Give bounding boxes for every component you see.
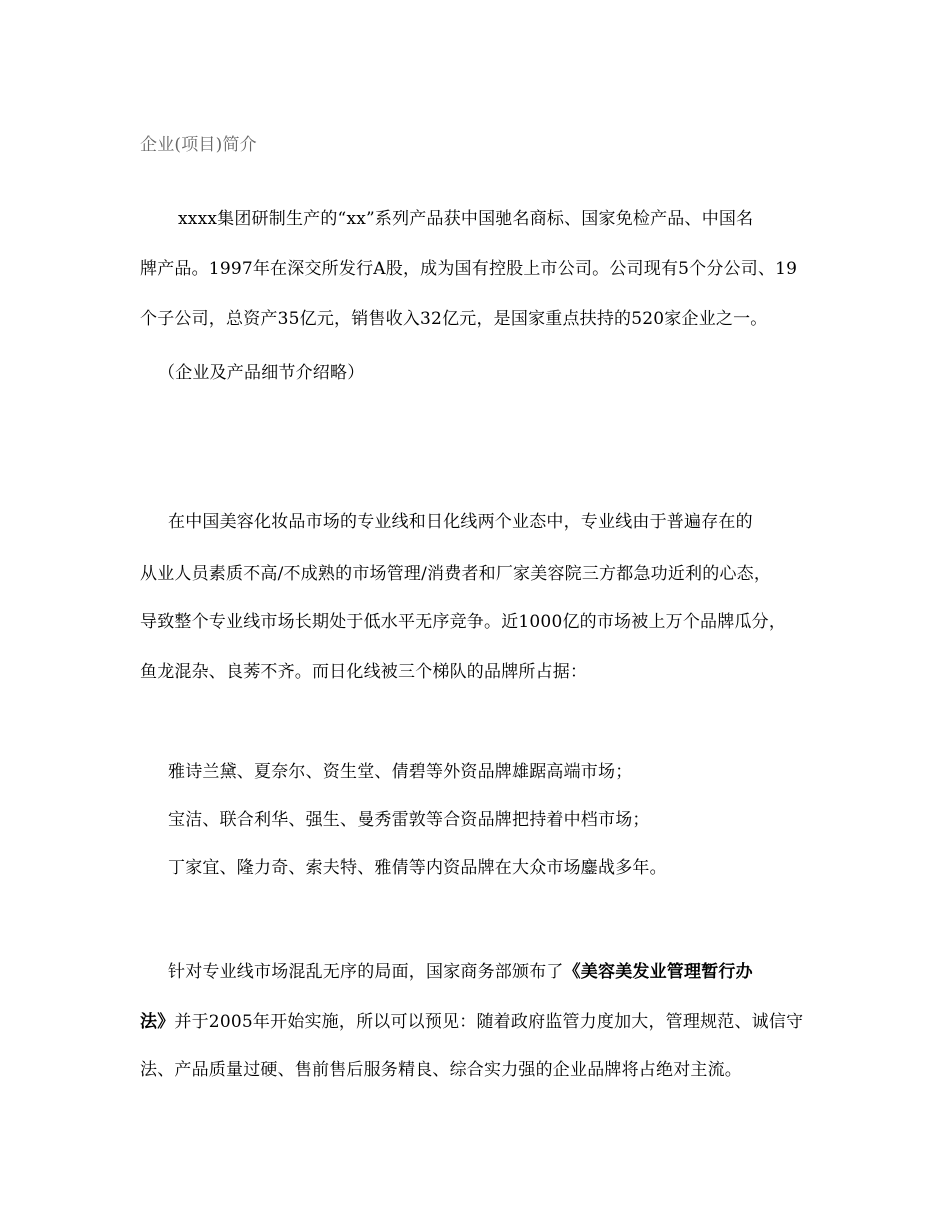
market-line-2: 从业人员素质不高/不成熟的市场管理/消费者和厂家美容院三方都急功近利的心态， — [140, 564, 772, 584]
regulation-title-part-1: 《美容美发业管理暂行办 — [563, 962, 753, 982]
intro-note: （企业及产品细节介绍略） — [158, 363, 365, 383]
policy-line-2 — [140, 1010, 803, 1034]
policy-line-1-text: 针对专业线市场混乱无序的局面，国家商务部颁布了 — [168, 962, 564, 982]
policy-line-2-text: 并于2005年开始实施，所以可以预见：随着政府监管力度加大，管理规范、诚信守 — [174, 1012, 804, 1032]
market-line-1: 在中国美容化妆品市场的专业线和日化线两个业态中，专业线由于普遍存在的 — [168, 512, 753, 532]
tier-line-high-end: 雅诗兰黛、夏奈尔、资生堂、倩碧等外资品牌雄踞高端市场； — [168, 762, 633, 782]
tier-line-mass-market: 丁家宜、隆力奇、索夫特、雅倩等内资品牌在大众市场鏖战多年。 — [168, 858, 667, 878]
regulation-title-part-2: 法》 — [140, 1012, 175, 1032]
market-line-3: 导致整个专业线市场长期处于低水平无序竞争。近1000亿的市场被上万个品牌瓜分， — [140, 612, 787, 632]
intro-line-1: xxxx集团研制生产的“xx”系列产品获中国驰名商标、国家免检产品、中国名 — [178, 209, 754, 229]
market-line-4: 鱼龙混杂、良莠不齐。而日化线被三个梯队的品牌所占据： — [140, 662, 588, 682]
section-heading: 企业(项目)简介 — [140, 135, 257, 155]
intro-line-2: 牌产品。1997年在深交所发行A股，成为国有控股上市公司。公司现有5个分公司、19 — [140, 259, 798, 279]
intro-line-3: 个子公司，总资产35亿元，销售收入32亿元，是国家重点扶持的520家企业之一。 — [140, 309, 768, 329]
tier-line-mid-range: 宝洁、联合利华、强生、曼秀雷敦等合资品牌把持着中档市场； — [168, 810, 650, 830]
policy-line-3: 法、产品质量过硬、售前售后服务精良、综合实力强的企业品牌将占绝对主流。 — [140, 1060, 742, 1080]
policy-line-1 — [168, 960, 753, 984]
